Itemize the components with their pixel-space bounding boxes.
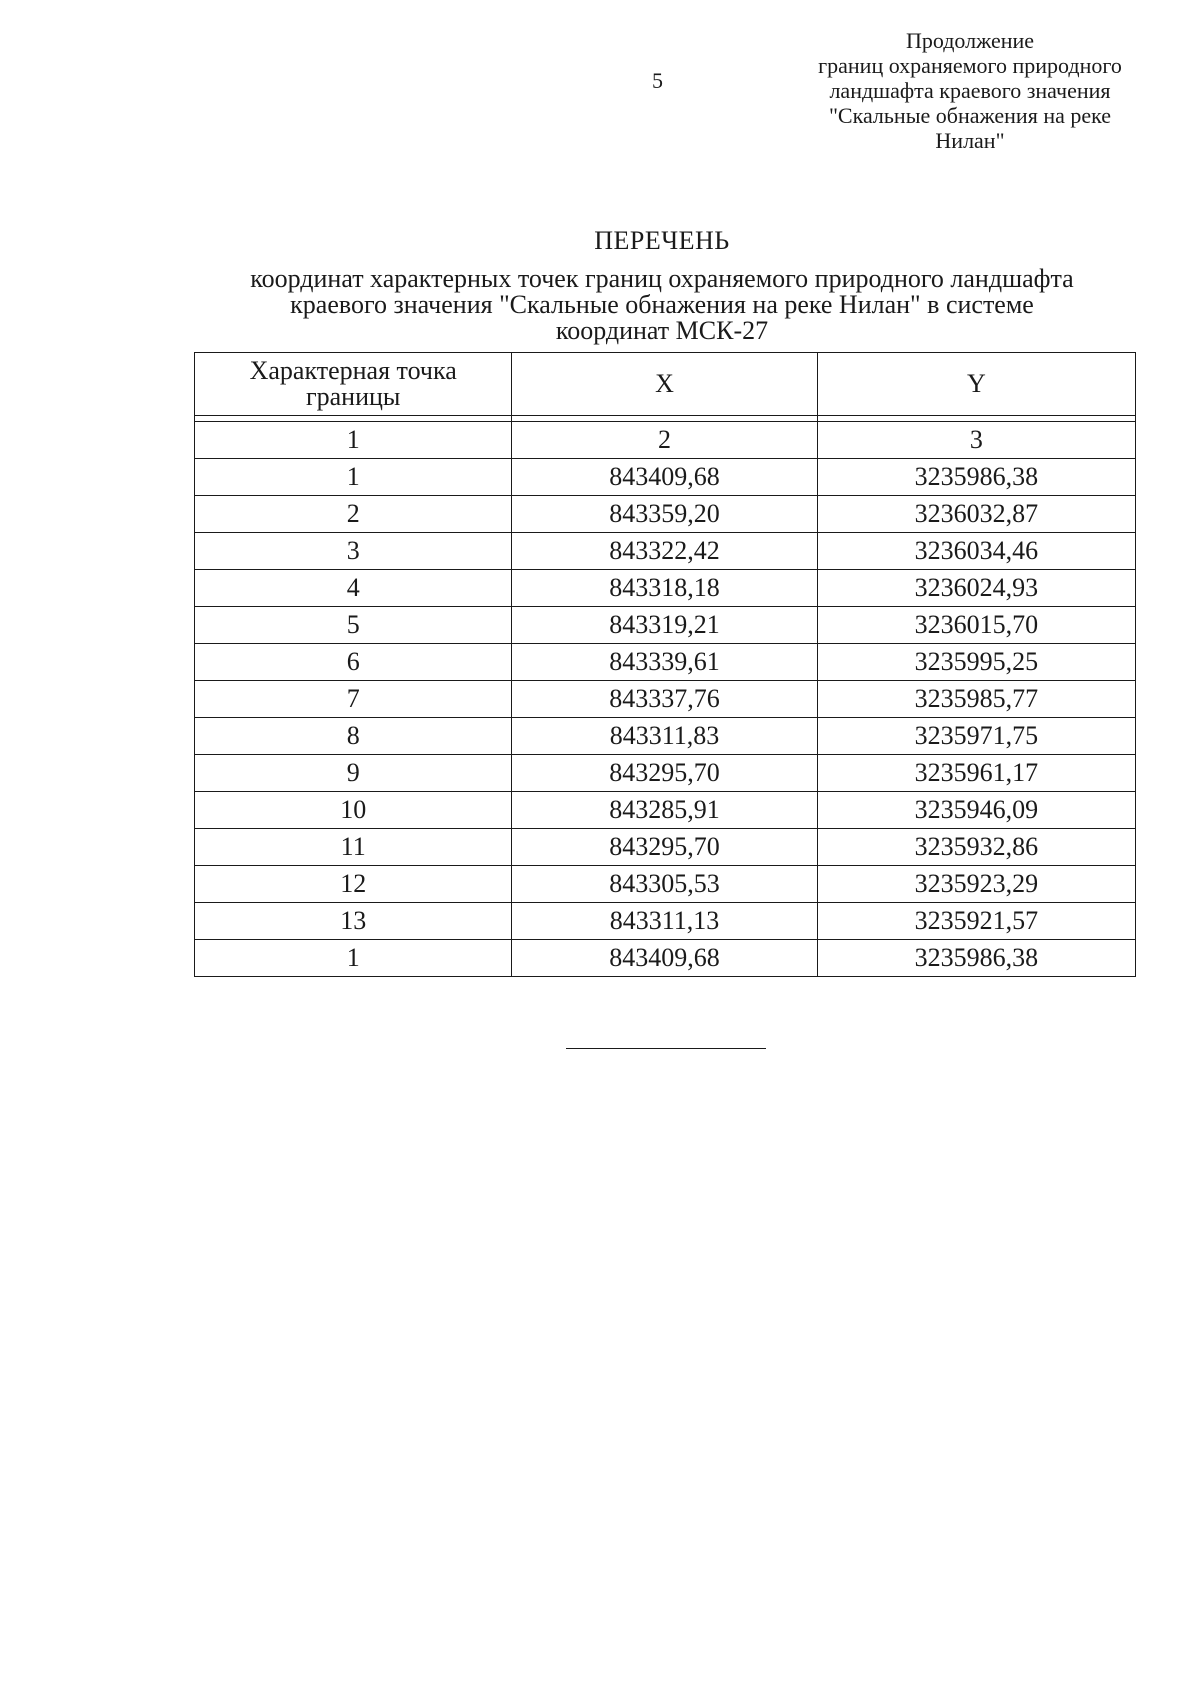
cell-x: 843311,83 xyxy=(512,718,817,755)
continuation-line: Нилан" xyxy=(935,128,1005,153)
table-row xyxy=(195,829,1136,866)
cell-y: 3236015,70 xyxy=(817,607,1135,644)
table-row xyxy=(195,866,1136,903)
cell-x: 843295,70 xyxy=(512,755,817,792)
header-y: Y xyxy=(817,353,1135,416)
header-point-line: границы xyxy=(305,382,401,411)
table-row xyxy=(195,903,1136,940)
cell-y: 3235985,77 xyxy=(817,681,1135,718)
table-row xyxy=(195,940,1136,977)
cell-y: 3236032,87 xyxy=(817,496,1135,533)
header-point-line: Характерная точка xyxy=(249,356,457,385)
cell-point: 6 xyxy=(195,644,512,681)
cell-y: 3235921,57 xyxy=(817,903,1135,940)
cell-x: 843318,18 xyxy=(512,570,817,607)
table-row xyxy=(195,755,1136,792)
table-row xyxy=(195,496,1136,533)
cell-y: 3235986,38 xyxy=(817,940,1135,977)
table-row xyxy=(195,533,1136,570)
table-row xyxy=(195,644,1136,681)
cell-point: 7 xyxy=(195,681,512,718)
end-divider xyxy=(566,1048,766,1049)
cell-point: 3 xyxy=(195,533,512,570)
cell-x: 843319,21 xyxy=(512,607,817,644)
continuation-note xyxy=(790,28,1150,153)
cell-y: 3235986,38 xyxy=(817,459,1135,496)
column-number: 3 xyxy=(817,422,1135,459)
cell-point: 11 xyxy=(195,829,512,866)
cell-point: 10 xyxy=(195,792,512,829)
continuation-line: ландшафта краевого значения xyxy=(829,78,1111,103)
cell-x: 843359,20 xyxy=(512,496,817,533)
document-subtitle xyxy=(192,266,1132,344)
cell-y: 3235946,09 xyxy=(817,792,1135,829)
header-x: X xyxy=(512,353,817,416)
cell-point: 2 xyxy=(195,496,512,533)
continuation-line: "Скальные обнажения на реке xyxy=(828,103,1112,128)
cell-x: 843305,53 xyxy=(512,866,817,903)
table-row xyxy=(195,681,1136,718)
cell-y: 3235961,17 xyxy=(817,755,1135,792)
cell-x: 843285,91 xyxy=(512,792,817,829)
column-number: 1 xyxy=(195,422,512,459)
cell-x: 843409,68 xyxy=(512,459,817,496)
cell-y: 3235932,86 xyxy=(817,829,1135,866)
cell-x: 843409,68 xyxy=(512,940,817,977)
cell-point: 8 xyxy=(195,718,512,755)
cell-point: 4 xyxy=(195,570,512,607)
cell-point: 12 xyxy=(195,866,512,903)
cell-x: 843311,13 xyxy=(512,903,817,940)
document-title: ПЕРЕЧЕНЬ xyxy=(594,226,730,255)
cell-point: 1 xyxy=(195,459,512,496)
cell-point: 5 xyxy=(195,607,512,644)
header-point xyxy=(195,353,512,416)
subtitle-line: координат МСК-27 xyxy=(555,316,769,345)
cell-y: 3236024,93 xyxy=(817,570,1135,607)
cell-point: 9 xyxy=(195,755,512,792)
cell-point: 13 xyxy=(195,903,512,940)
cell-x: 843337,76 xyxy=(512,681,817,718)
table-row xyxy=(195,607,1136,644)
cell-x: 843295,70 xyxy=(512,829,817,866)
column-number-row xyxy=(195,422,1136,459)
cell-y: 3235971,75 xyxy=(817,718,1135,755)
page-number: 5 xyxy=(652,68,663,93)
subtitle-line: координат характерных точек границ охраняемого природного ландшафта xyxy=(250,264,1074,293)
cell-x: 843339,61 xyxy=(512,644,817,681)
table-row xyxy=(195,792,1136,829)
table-row xyxy=(195,570,1136,607)
subtitle-line: краевого значения "Скальные обнажения на реке Нилан" в системе xyxy=(290,290,1034,319)
cell-point: 1 xyxy=(195,940,512,977)
continuation-line: границ охраняемого природного xyxy=(818,53,1122,78)
cell-y: 3235995,25 xyxy=(817,644,1135,681)
cell-x: 843322,42 xyxy=(512,533,817,570)
continuation-line: Продолжение xyxy=(905,28,1035,53)
table-row xyxy=(195,459,1136,496)
cell-y: 3235923,29 xyxy=(817,866,1135,903)
cell-y: 3236034,46 xyxy=(817,533,1135,570)
coordinates-table xyxy=(194,352,1136,977)
table-header-row xyxy=(195,353,1136,416)
column-number: 2 xyxy=(512,422,817,459)
table-row xyxy=(195,718,1136,755)
